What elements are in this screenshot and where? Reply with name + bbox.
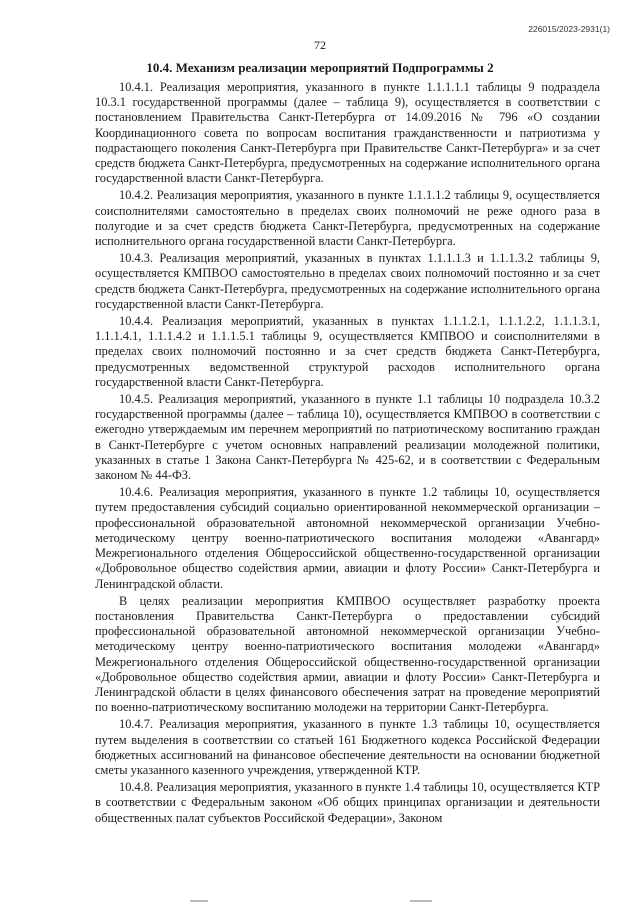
scan-artifact-marks	[160, 900, 560, 903]
section-heading: 10.4. Механизм реализации мероприятий Подпрограммы 2	[146, 60, 494, 75]
paragraph-10-4-6: 10.4.6. Реализация мероприятия, указанного в пункте 1.2 таблицы 10, осуществляется путем предоставления субсидий социально ориентированной некоммерческой организации – профессиональной образовательной автономной некоммерческой организации Учебно-методическому центру военно-патриотического воспитания молодежи «Авангард» Межрегионального отделения Общероссийской общественно-государственной организации «Добровольное общество содействия армии, авиации и флоту России» Санкт-Петербурга и Ленинградской области.	[95, 485, 600, 591]
paragraph-10-4-4: 10.4.4. Реализация мероприятий, указанных в пунктах 1.1.1.2.1, 1.1.1.2.2, 1.1.1.3.1, 1.1.1.4.1, 1.1.1.4.2 и 1.1.1.5.1 таблицы 9, осуществляется КМПВОО и соисполнителями в пределах своих полномочий постоянно и за счет средств бюджета Санкт-Петербурга, предусмотренных ведомственной структурой расходов исполнительного органа государственной власти Санкт-Петербурга.	[95, 314, 600, 389]
paragraph-10-4-2: 10.4.2. Реализация мероприятия, указанного в пункте 1.1.1.1.2 таблицы 9, осуществляется соисполнителями самостоятельно в пределах своих полномочий не реже одного раза в полугодие и за счет средств бюджета Санкт-Петербурга, предусмотренных на содержание исполнительного органа государственной власти Санкт-Петербурга.	[95, 188, 600, 249]
paragraph-10-4-5: 10.4.5. Реализация мероприятий, указанного в пункте 1.1 таблицы 10 подраздела 10.3.2 государственной программы (далее – таблица 10), осуществляется КМПВОО в соответствии с ежегодно утверждаемым им перечнем мероприятий по патриотическому воспитанию граждан в Санкт-Петербурге с учетом основных направлений реализации молодежной политики, указанных в статье 1 Закона Санкт-Петербурга № 425-62, и в соответствии с Федеральным законом № 44-ФЗ.	[95, 392, 600, 483]
document-body	[95, 80, 600, 826]
paragraph-10-4-1: 10.4.1. Реализация мероприятия, указанного в пункте 1.1.1.1.1 таблицы 9 подраздела 10.3.1 государственной программы (далее – таблица 9), осуществляется в соответствии с постановлением Правительства Санкт-Петербурга от 14.09.2016 № 796 «О создании Координационного совета по вопросам воспитания гражданственности и патриотизма у подрастающего поколения Санкт-Петербурга при Правительстве Санкт-Петербурга» и за счет средств бюджета Санкт-Петербурга, предусмотренных на содержание исполнительного органа государственной власти Санкт-Петербурга.	[95, 80, 600, 186]
document-registration-number: 226015/2023-2931(1)	[528, 24, 610, 34]
paragraph-kmpvoo-purpose: В целях реализации мероприятия КМПВОО осуществляет разработку проекта постановления Правительства Санкт-Петербурга о предоставлении субсидий профессиональной образовательной автономной некоммерческой организации Учебно-методическому центру военно-патриотического воспитания молодежи «Авангард» Межрегионального отделения Общероссийской общественно-государственной организации «Добровольное общество содействия армии, авиации и флоту России» Санкт-Петербурга и Ленинградской области в целях финансового обеспечения затрат на проведение мероприятий по военно-патриотическому воспитанию молодежи на территории Санкт-Петербурга.	[95, 593, 600, 715]
paragraph-10-4-8: 10.4.8. Реализация мероприятия, указанного в пункте 1.4 таблицы 10, осуществляется КТР в соответствии с Федеральным законом «Об общих принципах организации и деятельности общественных палат субъектов Российской Федерации», Законом	[95, 780, 600, 825]
page-number: 72	[314, 38, 326, 52]
paragraph-10-4-3: 10.4.3. Реализация мероприятий, указанных в пунктах 1.1.1.1.3 и 1.1.1.3.2 таблицы 9, осуществляется КМПВОО самостоятельно в пределах своих полномочий постоянно и за счет средств бюджета Санкт-Петербурга, предусмотренных на содержание исполнительного органа государственной власти Санкт-Петербурга.	[95, 251, 600, 311]
paragraph-10-4-7: 10.4.7. Реализация мероприятия, указанного в пункте 1.3 таблицы 10, осуществляется путем выделения в соответствии со статьей 161 Бюджетного кодекса Российской Федерации бюджетных ассигнований на финансовое обеспечение деятельности на основании бюджетной сметы указанного казенного учреждения, утвержденной КТР.	[95, 717, 600, 777]
